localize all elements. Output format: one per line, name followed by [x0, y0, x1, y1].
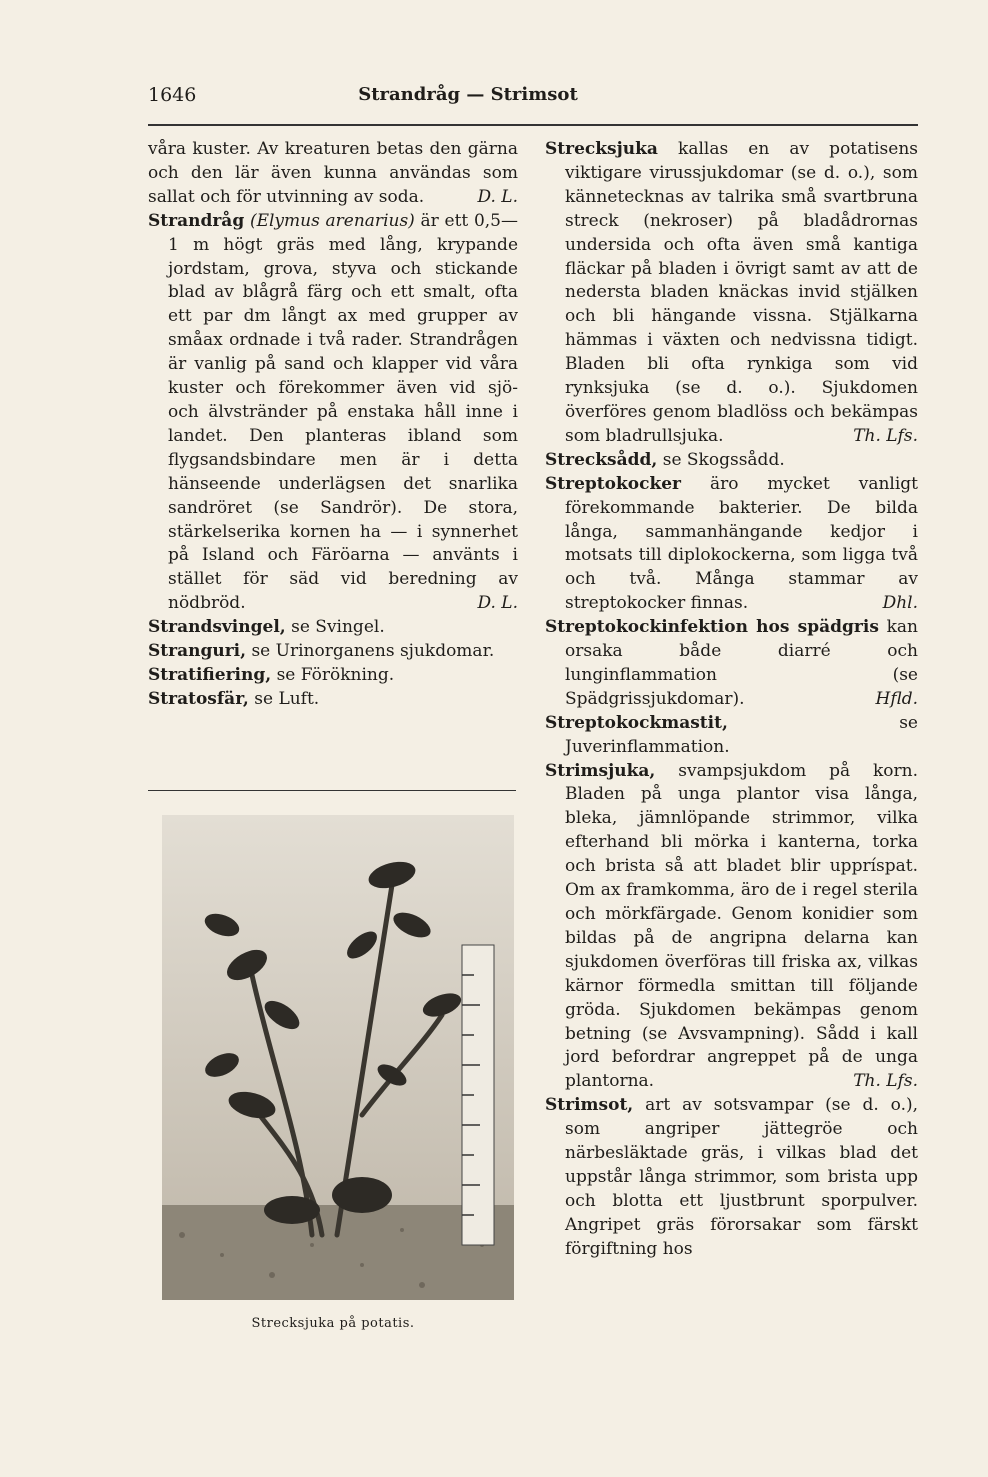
entry-text: se Luft. — [254, 688, 320, 709]
headword: Strandsvingel, — [148, 617, 286, 638]
entry-text: se Förökning. — [276, 664, 395, 685]
entry-strecksadd — [545, 449, 918, 473]
left-column — [148, 138, 518, 712]
entry-text: svampsjukdom på korn. Bladen på unga plantor visa långa, bleka, jämnlöpande strimmor, vilka efterhand bli mörka i kanterna, torka och brista så att bladet blir uppríspat. Om ax framkomma, äro de i regel sterila och mörkfärgade. Genom konidier som bildas på de angripna delarna kan sjukdomen överföras till friska ax, vilkas kärnor förmedla smittan till följande gröda. Sjukdomen bekämpas genom betning (se Avsvampning). Sådd i kall jord befordrar angreppet på de unga plantorna. — [565, 760, 919, 1092]
signature: Dhl. — [882, 593, 918, 614]
right-column — [545, 138, 918, 1262]
entry-text: se Skogssådd. — [662, 449, 785, 470]
entry-streptokockmastit — [545, 712, 918, 760]
continuation-text: våra kuster. Av kreaturen betas den gärna och den lär även kunna användas som sallat och för utvinning av soda. — [148, 139, 518, 207]
page-number: 1646 — [148, 84, 197, 106]
photo-caption: Strecksjuka på potatis. — [251, 1316, 415, 1331]
entry-stranguri — [148, 640, 518, 664]
latin-name: (Elymus arenarius) — [249, 210, 415, 231]
headword: Streptokockmastit, — [545, 712, 728, 733]
header-rule — [148, 124, 918, 126]
headword: Stratosfär, — [148, 688, 249, 709]
headword: Strimsot, — [545, 1095, 634, 1116]
headword: Streptokockinfektion hos spädgris — [545, 617, 879, 638]
entry-text: se Urinorganens sjukdomar. — [251, 641, 495, 662]
potato-plant-photo — [162, 815, 514, 1300]
entry-strimsjuka — [545, 760, 918, 1095]
entry-stratifiering — [148, 664, 518, 688]
signature: Hfld. — [875, 688, 918, 709]
entry-strandsvingel — [148, 616, 518, 640]
continuation-entry — [148, 138, 518, 210]
running-head: Strandråg — Strimsot — [358, 84, 578, 105]
signature: D. L. — [477, 593, 518, 614]
signature: Th. Lfs. — [853, 1071, 918, 1092]
entry-strecksjuka — [545, 138, 918, 449]
headword: Streptokocker — [545, 473, 681, 494]
entry-strandrag — [148, 210, 518, 616]
entry-text: äro mycket vanligt förekommande bakterier. De bilda långa, sammanhängande kedjor i motsats till diplokockerna, som ligga två och två. Många stammar av streptokocker finnas. — [565, 473, 918, 614]
entry-text: se Svingel. — [291, 617, 385, 638]
entry-text: se Juverinflammation. — [565, 712, 918, 757]
headword: Strimsjuka, — [545, 760, 656, 781]
headword: Stranguri, — [148, 641, 247, 662]
entry-streptokocker — [545, 473, 918, 616]
entry-streptokockinfektion — [545, 616, 918, 712]
entry-stratosfar — [148, 688, 518, 712]
entry-text: kallas en av potatisens viktigare virussjukdomar (se d. o.), som kännetecknas av talrika små svartbruna streck (nekroser) på bladådrornas undersida och ofta även små kantiga fläckar på bladen i övrigt samt av att de nedersta bladen knäckas invid stjälken och bli hängande vissna. Stjälkarna hämmas i växten och nedvissna tidigt. Bladen bli ofta rynkiga som vid rynksjuka (se d. o.). Sjukdomen överföres genom bladlöss och bekämpas som bladrullsjuka. — [565, 139, 918, 446]
signature: D. L. — [477, 186, 518, 207]
headword: Strecksådd, — [545, 449, 658, 470]
entry-text: art av sotsvampar (se d. o.), som angriper jättegröe och närbesläktade gräs, i vilkas blad det uppstår långa strimmor, som brista upp och blotta ett ljustbrunt sporpulver. Angripet gräs förorsakar som färskt förgiftning hos — [565, 1095, 919, 1259]
plant-illustration — [162, 815, 514, 1300]
section-rule — [148, 790, 516, 791]
entry-text: kan orsaka både diarré och lunginflammation (se Spädgrissjukdomar). — [565, 617, 918, 709]
headword: Strandråg — [148, 210, 245, 231]
headword: Strecksjuka — [545, 139, 658, 159]
headword: Stratifiering, — [148, 664, 272, 685]
entry-text: är ett 0,5—1 m högt gräs med lång, krypande jordstam, grova, styva och stickande blad av blågrå färg och ett smalt, ofta ett par dm långt ax med grupper av småax ordnade i två rader. Strandrågen är vanlig på sand och klapper vid våra kuster och förekommer även vid sjö- och älvstränder på enstaka håll inne i landet. Den planteras ibland som flygsandsbindare men är i detta hänseende underlägsen det snarlika sandröret (se Sandrör). De stora, stärkelserika kornen ha — i synnerhet på Island och Färöarna — använts i stället för säd vid beredning av nödbröd. — [168, 210, 518, 614]
entry-strimsot — [545, 1094, 918, 1261]
page-header — [148, 84, 918, 114]
signature: Th. Lfs. — [853, 425, 918, 446]
